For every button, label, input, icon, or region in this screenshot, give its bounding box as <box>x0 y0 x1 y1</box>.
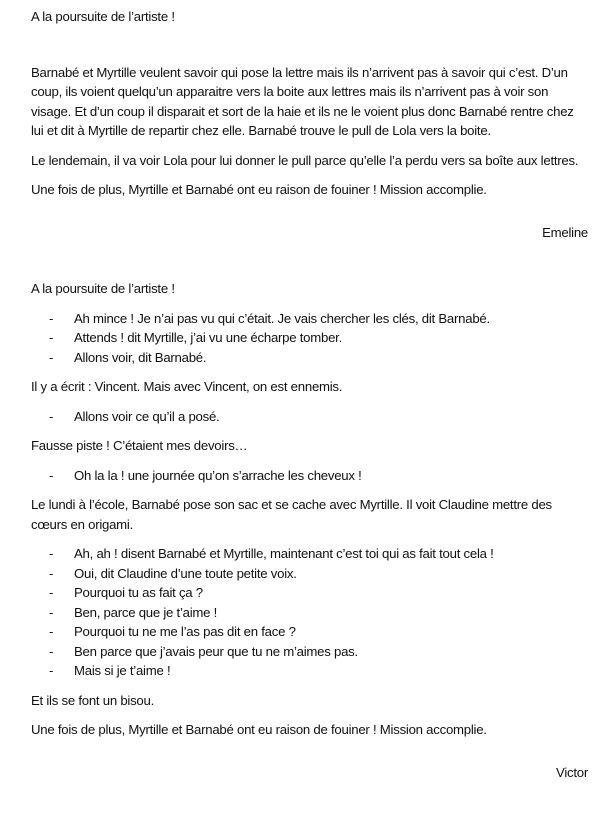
story-title: A la poursuite de l’artiste ! <box>31 9 175 24</box>
dialogue-line: - Oh la la ! une journée qu’on s’arrache les cheveux ! <box>31 466 588 486</box>
dialogue-list <box>31 466 588 486</box>
dialogue-list <box>31 407 588 427</box>
dialogue-line: - Pourquoi tu as fait ça ? <box>31 583 588 603</box>
story-emeline <box>31 7 588 242</box>
dialogue-line: - Allons voir ce qu’il a posé. <box>31 407 588 427</box>
paragraph: Une fois de plus, Myrtille et Barnabé ont eu raison de fouiner ! Mission accomplie. <box>31 722 487 737</box>
dialogue-line: - Allons voir, dit Barnabé. <box>31 348 588 368</box>
dialogue-line: - Attends ! dit Myrtille, j’ai vu une écharpe tomber. <box>31 328 588 348</box>
paragraph: Barnabé et Myrtille veulent savoir qui pose la lettre mais ils n’arrivent pas à savoir qui c’est. D’un coup, ils voient quelqu’un apparaitre vers la boite aux lettres mais ils n’arrivent pas à voir son visage. Et d’un coup il disparait et sort de la haie et ils ne le voient plus donc Barnabé rentre chez lui et dit à Myrtille de repartir chez elle. Barnabé trouve le pull de Lola vers la boite. <box>31 64 574 138</box>
dialogue-line: - Ah mince ! Je n’ai pas vu qui c’était. Je vais chercher les clés, dit Barnabé. <box>31 309 588 329</box>
dialogue-line: - Pourquoi tu ne me l’as pas dit en face ? <box>31 622 588 642</box>
paragraph: Le lundi à l’école, Barnabé pose son sac et se cache avec Myrtille. Il voit Claudine mettre des cœurs en origami. <box>31 497 552 532</box>
paragraph: Fausse piste ! C’étaient mes devoirs… <box>31 438 248 453</box>
dialogue-line: - Ben, parce que je t’aime ! <box>31 603 588 623</box>
author-signature: Victor <box>556 764 588 780</box>
dialogue-list <box>31 309 588 368</box>
dialogue-line: - Ben parce que j’avais peur que tu ne m’aimes pas. <box>31 642 588 662</box>
author-signature: Emeline <box>542 224 588 240</box>
document-page <box>31 7 588 782</box>
dialogue-line: - Ah, ah ! disent Barnabé et Myrtille, maintenant c’est toi qui as fait tout cela ! <box>31 544 588 564</box>
dialogue-line: - Oui, dit Claudine d’une toute petite voix. <box>31 564 588 584</box>
paragraph: Et ils se font un bisou. <box>31 692 155 708</box>
dialogue-list <box>31 544 588 681</box>
story-victor <box>31 279 588 782</box>
dialogue-line: - Mais si je t’aime ! <box>31 661 588 681</box>
story-title: A la poursuite de l’artiste ! <box>31 281 175 296</box>
paragraph: Une fois de plus, Myrtille et Barnabé ont eu raison de fouiner ! Mission accomplie. <box>31 182 487 197</box>
paragraph: Le lendemain, il va voir Lola pour lui donner le pull parce qu’elle l’a perdu vers sa boîte aux lettres. <box>31 152 579 168</box>
paragraph: Il y a écrit : Vincent. Mais avec Vincent, on est ennemis. <box>31 379 343 394</box>
